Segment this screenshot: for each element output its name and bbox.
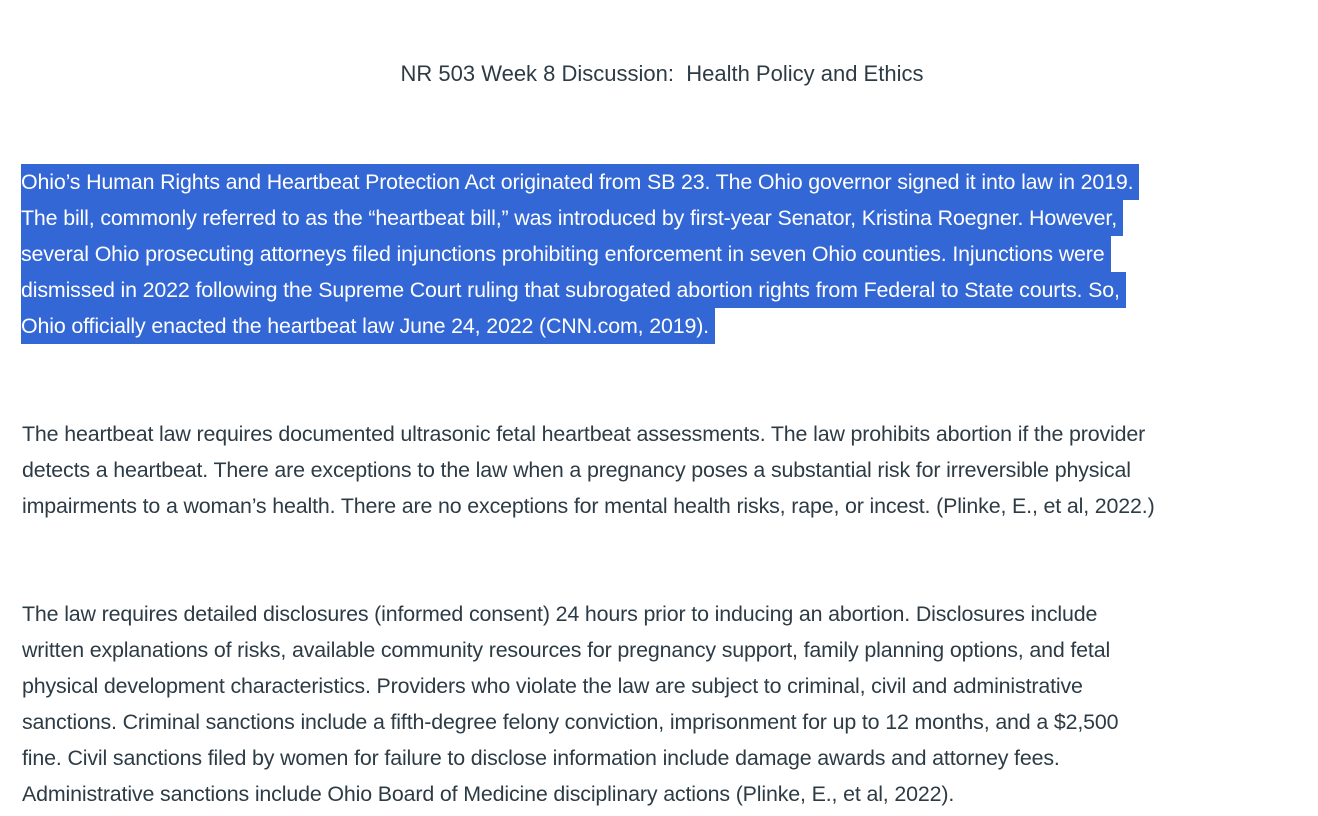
text-line: sanctions. Criminal sanctions include a fifth-degree felony conviction, imprisonment for up to 12 months, and a $2,500 bbox=[22, 710, 1119, 734]
text-line: written explanations of risks, available community resources for pregnancy support, family planning options, and fetal bbox=[22, 638, 1111, 662]
selected-text-line[interactable]: Ohio’s Human Rights and Heartbeat Protection Act originated from SB 23. The Ohio governor signed it into law in 2019. bbox=[21, 164, 1139, 200]
text-line: The heartbeat law requires documented ultrasonic fetal heartbeat assessments. The law prohibits abortion if the provider bbox=[22, 422, 1146, 446]
text-line: physical development characteristics. Providers who violate the law are subject to criminal, civil and administrative bbox=[22, 674, 1083, 698]
selected-text-line[interactable]: The bill, commonly referred to as the “heartbeat bill,” was introduced by first-year Senator, Kristina Roegner. However, bbox=[21, 200, 1123, 236]
paragraph-heartbeat-requirements bbox=[22, 416, 1312, 524]
selected-text-line[interactable]: several Ohio prosecuting attorneys filed injunctions prohibiting enforcement in seven Ohio counties. Injunctions were bbox=[21, 236, 1111, 272]
page-title: NR 503 Week 8 Discussion: Health Policy and Ethics bbox=[400, 61, 924, 86]
text-line: impairments to a woman’s health. There are no exceptions for mental health risks, rape, or incest. (Plinke, E., et al, 2022.) bbox=[22, 494, 1155, 518]
text-line: fine. Civil sanctions filed by women for failure to disclose information include damage awards and attorney fees. bbox=[22, 746, 1060, 770]
paragraph-disclosures-sanctions bbox=[22, 596, 1312, 812]
selected-text-line[interactable]: dismissed in 2022 following the Supreme Court ruling that subrogated abortion rights from Federal to State courts. So, bbox=[21, 272, 1126, 308]
paragraph-selected[interactable] bbox=[21, 164, 1311, 344]
text-line: Administrative sanctions include Ohio Board of Medicine disciplinary actions (Plinke, E., et al, 2022). bbox=[22, 782, 955, 806]
text-line: detects a heartbeat. There are exceptions to the law when a pregnancy poses a substantial risk for irreversible physical bbox=[22, 458, 1131, 482]
selected-text-line[interactable]: Ohio officially enacted the heartbeat law June 24, 2022 (CNN.com, 2019). bbox=[21, 308, 715, 344]
text-line: The law requires detailed disclosures (informed consent) 24 hours prior to inducing an abortion. Disclosures include bbox=[22, 602, 1098, 626]
